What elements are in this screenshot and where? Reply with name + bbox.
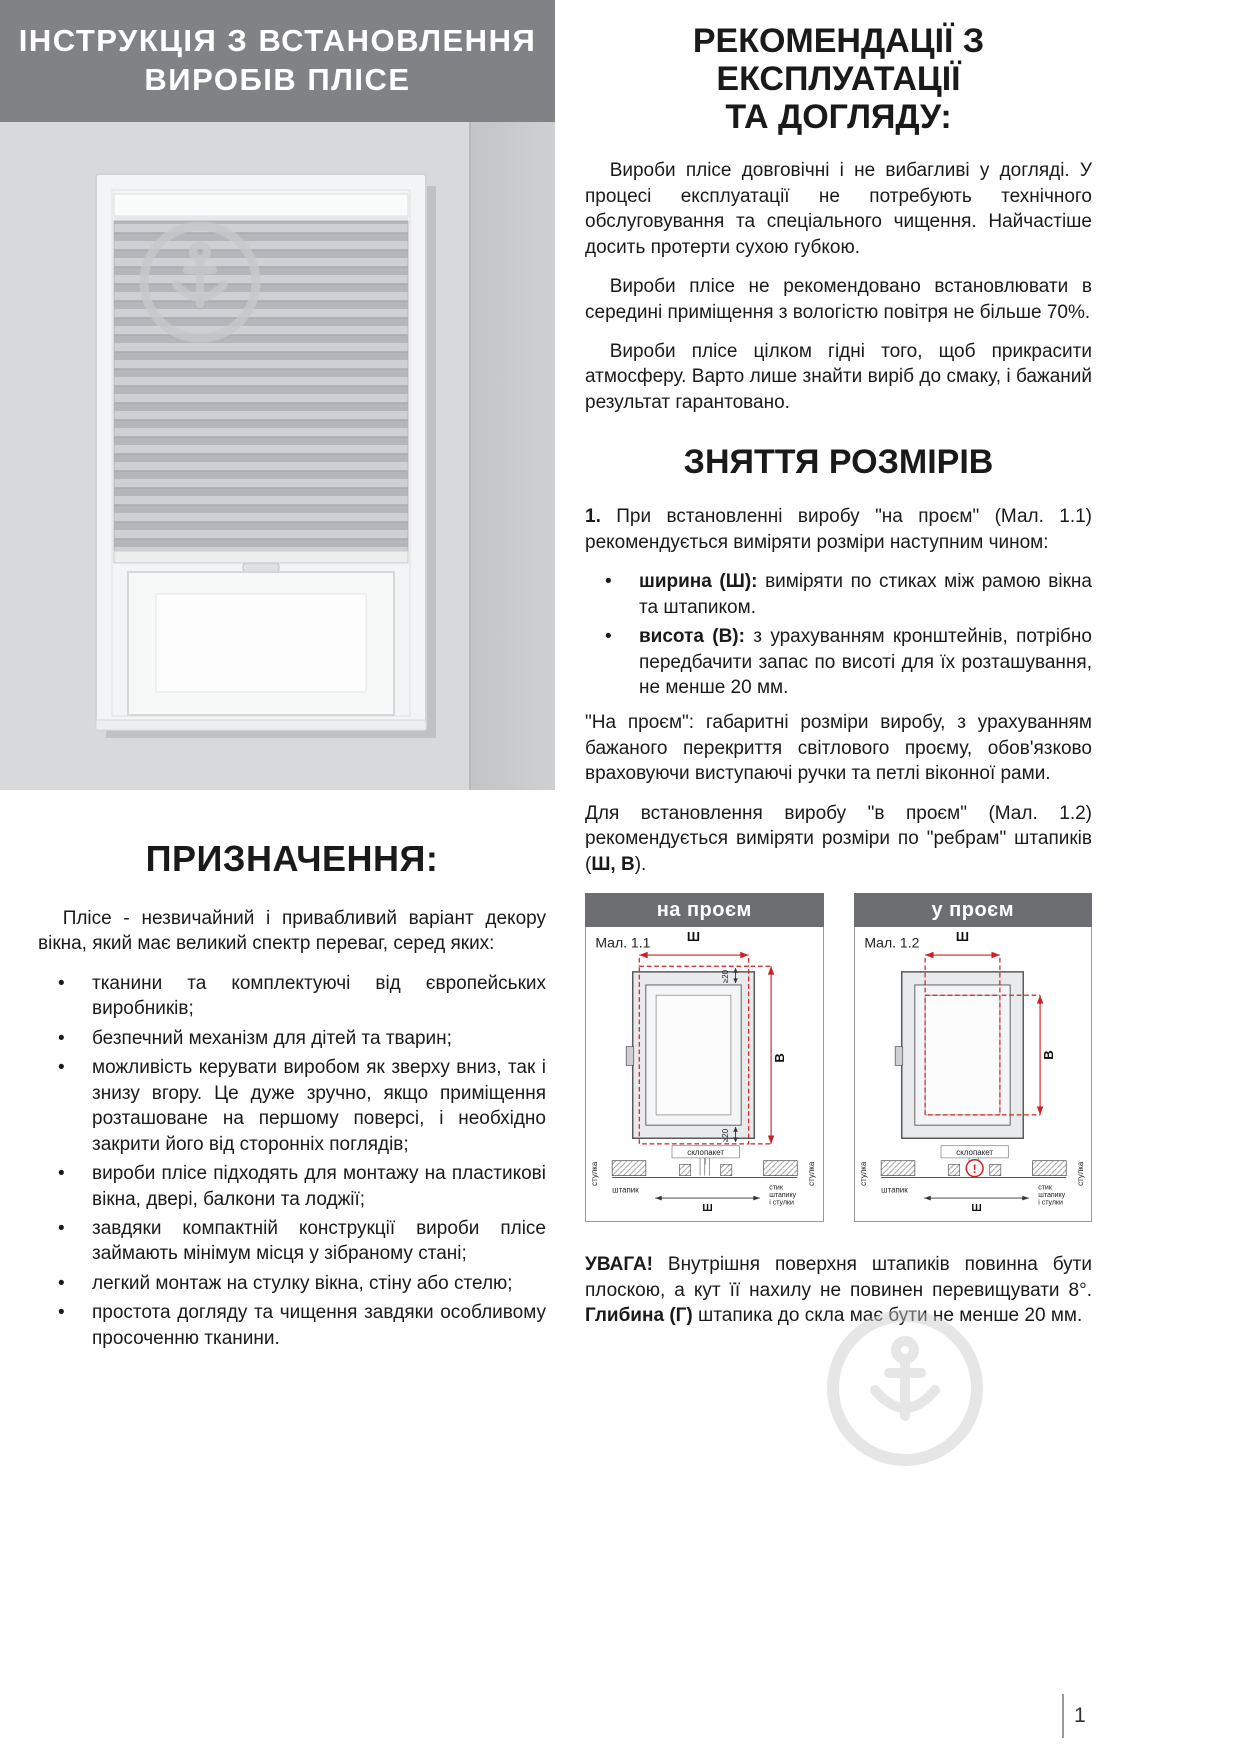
wall-corner [470, 122, 555, 790]
figure-label: Мал. 1.2 [863, 934, 919, 951]
list-item [58, 1300, 546, 1351]
list-item-text: простота догляду та чищення завдяки особливому просоченню тканини. [92, 1302, 546, 1349]
glass-label: склопакет [687, 1148, 725, 1158]
warning-label: УВАГА! [585, 1254, 653, 1276]
figure-label: Мал. 1.1 [595, 934, 651, 951]
diagram-fig-1-2 [855, 927, 1092, 1221]
joint-label-1: стик [1037, 1184, 1052, 1192]
diagram-panel-u-proem [854, 893, 1093, 1222]
page-footer [1062, 1694, 1086, 1738]
diagram-body-na-proem [585, 927, 824, 1222]
diagram-header-na-proem: на проєм [585, 893, 824, 927]
measure-para-v-post: ). [634, 853, 647, 875]
paragraph: Вироби плісе не рекомендовано встановлювати в середині приміщення з вологістю повітря не більше 70%. [585, 276, 1092, 323]
window-handle [895, 1047, 902, 1066]
sash-label-right: стулка [1075, 1161, 1085, 1187]
list-item-text: безпечний механізм для дітей та тварин; [92, 1027, 452, 1049]
allowance-top [721, 968, 738, 983]
joint-label-2: штапику [1037, 1192, 1065, 1200]
joint-label-3: і стулки [769, 1199, 794, 1207]
sash-label-left: стулка [858, 1161, 868, 1187]
list-item-text: виміряти по стиках між рамою вікна та штапиком. [639, 571, 1092, 618]
measure-title: ЗНЯТТЯ РОЗМІРІВ [683, 443, 994, 482]
list-item-term: ширина (Ш): [639, 571, 758, 593]
window-drawing [895, 972, 1023, 1138]
measurement-diagrams [585, 893, 1092, 1222]
list-item [58, 971, 546, 1022]
allowance-label: ≥20 [721, 1129, 731, 1143]
blind-cassette [114, 194, 408, 221]
care-title [585, 22, 1092, 136]
window-blind-photo [0, 122, 555, 790]
left-header-line2: ВИРОБІВ ПЛІСЕ [144, 62, 411, 97]
left-header-banner [0, 0, 555, 122]
purpose-intro: Плісе - незвичайний і привабливий варіант декору вікна, який має великий спектр переваг, серед яких: [38, 908, 546, 955]
diagram-fig-1-1 [586, 927, 823, 1221]
list-item-text: вироби плісе підходять для монтажу на пластикові вікна, двері, балкони та лоджії; [92, 1163, 546, 1210]
glass-label: склопакет [955, 1148, 993, 1158]
width-label: Ш [686, 929, 701, 945]
list-item [58, 1055, 546, 1157]
joint-label-2: штапику [769, 1192, 797, 1200]
measure-step [585, 504, 1092, 555]
warning-mark: ! [972, 1162, 977, 1177]
list-item-term: висота (В): [639, 626, 745, 648]
warning-bold-term: Глибина (Г) [585, 1305, 693, 1327]
window-drawing [626, 972, 754, 1138]
height-label: В [772, 1053, 788, 1063]
height-dimension [751, 966, 788, 1144]
window-handle [626, 1047, 633, 1066]
window-sill [96, 720, 426, 730]
window-blind-illustration [0, 122, 555, 790]
measure-step-text: При встановленні виробу "на проєм" (Мал. 1.1) рекомендується виміряти розміри наступним чином: [585, 506, 1092, 553]
cross-section [859, 1146, 1085, 1214]
width-dimension [639, 929, 748, 966]
sash-label-right: стулка [807, 1161, 817, 1187]
purpose-section [38, 838, 546, 1355]
list-item [58, 1161, 546, 1212]
measure-list [585, 569, 1092, 700]
page-number: 1 [1074, 1704, 1086, 1727]
height-label: В [1040, 1050, 1056, 1060]
footer-divider [1062, 1694, 1064, 1738]
list-item [58, 1216, 546, 1267]
list-item [58, 1271, 546, 1296]
list-item [605, 624, 1092, 700]
list-item-text: тканини та комплектуючі від європейських виробників; [92, 972, 546, 1020]
window-glass [156, 594, 366, 692]
bead-label: штапик [880, 1185, 908, 1195]
allowance-label: ≥20 [721, 970, 731, 984]
care-title-line1: РЕКОМЕНДАЦІЇ З ЕКСПЛУАТАЦІЇ [692, 22, 985, 99]
paragraph: Вироби плісе цілком гідні того, щоб прикрасити атмосферу. Варто лише знайти виріб до смаку, і бажаний результат гарантовано. [585, 340, 1092, 413]
care-paragraphs [585, 158, 1092, 415]
width-label-section: Ш [970, 1203, 982, 1215]
diagram-header-u-proem: у проєм [854, 893, 1093, 927]
care-title-line2: ТА ДОГЛЯДУ: [725, 98, 952, 137]
list-item [58, 1026, 546, 1051]
measure-para-v-bold: Ш, В [591, 853, 635, 875]
measure-para-v-proem [585, 801, 1092, 877]
warning-text-2: штапика до скла має бути не менше 20 мм. [692, 1305, 1083, 1327]
sash-label-left: стулка [590, 1161, 600, 1187]
joint-label-3: і стулки [1037, 1199, 1063, 1207]
purpose-title: ПРИЗНАЧЕННЯ: [145, 838, 439, 879]
width-label-section: Ш [702, 1203, 713, 1215]
right-column [585, 22, 1092, 1329]
width-label: Ш [955, 929, 969, 945]
cross-section [590, 1146, 816, 1214]
blind-handle [243, 563, 279, 572]
measure-step-number: 1. [585, 506, 601, 528]
window-sash [96, 572, 426, 730]
joint-label-1: стик [769, 1184, 783, 1192]
warning-note [585, 1252, 1092, 1328]
list-item-text: з урахуванням кронштейнів, потрібно передбачити запас по висоті для їх розташування, не менше 20 мм. [639, 626, 1092, 699]
purpose-list [38, 971, 546, 1351]
measure-para-v-pre: Для встановлення виробу "в проєм" (Мал. 1.2) рекомендується виміряти розміри по "ребрам" штапиків ( [585, 802, 1092, 875]
list-item-text: легкий монтаж на стулку вікна, стіну або стелю; [92, 1272, 513, 1294]
allowance-bottom [721, 1127, 738, 1142]
list-item-text: завдяки компактній конструкції вироби плісе займають мінімум місця у зібраному стані; [92, 1217, 546, 1265]
bead-label: штапик [612, 1185, 639, 1195]
list-item [605, 569, 1092, 620]
paragraph: Вироби плісе довговічні і не вибагливі у догляді. У процесі експлуатації не потребують технічного обслуговування та спеціального чищення. Найчастіше досить протерти сухою губкою. [585, 160, 1092, 258]
diagram-body-u-proem [854, 927, 1093, 1222]
left-header-line1: ІНСТРУКЦІЯ З ВСТАНОВЛЕННЯ [18, 23, 537, 59]
diagram-panel-na-proem [585, 893, 824, 1222]
list-item-text: можливість керувати виробом як зверху вниз, так і знизу вгору. Це дуже зручно, якщо приміщення розташоване на першому поверсі, і необхідно закрити його від сторонніх поглядів; [92, 1057, 546, 1155]
warning-text-1: Внутрішня поверхня штапиків повинна бути плоскою, а кут її нахилу не повинен перевищувати 8°. [585, 1254, 1092, 1301]
pleated-shade [114, 221, 408, 572]
measure-para-na-proem: "На проєм": габаритні розміри виробу, з урахуванням бажаного перекриття світлового проєму, обов'язково враховуючи виступаючі ручки та петлі віконної рами. [585, 712, 1092, 785]
